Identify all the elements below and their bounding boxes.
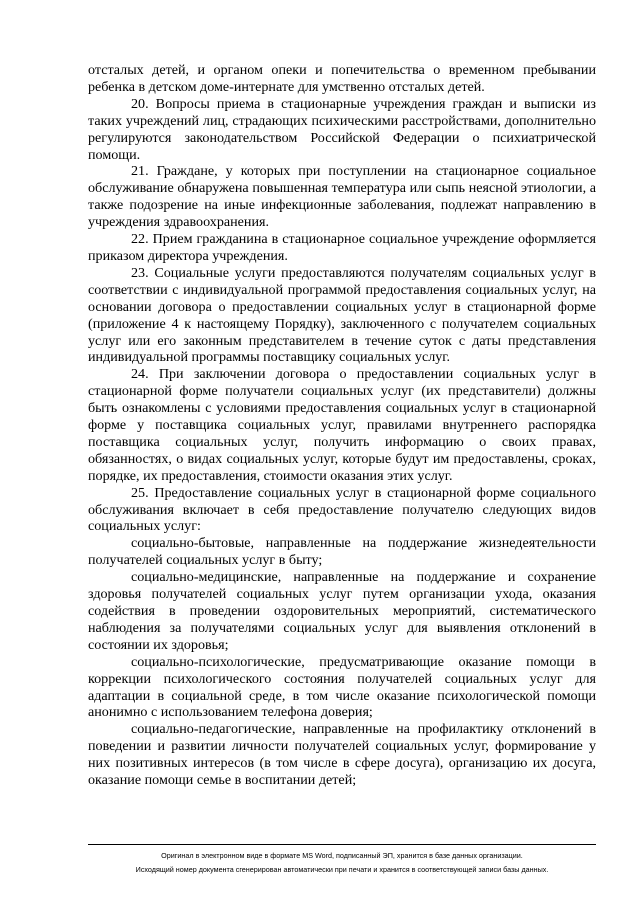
footer-divider (88, 844, 596, 845)
page-footer (88, 849, 596, 876)
paragraph-continuation: отсталых детей, и органом опеки и попечительства о временном пребывании ребенка в детском доме-интернате для умственно отсталых детей. (88, 62, 596, 95)
paragraph-24: 24. При заключении договора о предоставлении социальных услуг в стационарной форме получатели социальных услуг (их представители) должны быть ознакомлены с условиями предоставления социальных услуг в стационарной форме у поставщика социальных услуг, правилами внутреннего распорядка поставщика социальных услуг, получить информацию о своих правах, обязанностях, о видах социальных услуг, которые будут им предоставлены, сроках, порядке, их предоставления, стоимости оказания этих услуг. (88, 366, 596, 484)
footer-note-number: Исходящий номер документа сгенерирован автоматически при печати и хранится в соответствующей записи базы данных. (135, 864, 549, 874)
service-item-social-medical: социально-медицинские, направленные на поддержание и сохранение здоровья получателей социальных услуг путем организации ухода, оказания содействия в проведении оздоровительных мероприятий, систематического наблюдения за получателями социальных услуг для выявления отклонений в состоянии их здоровья; (88, 569, 596, 653)
paragraph-22: 22. Прием гражданина в стационарное социальное учреждение оформляется приказом директора учреждения. (88, 231, 596, 264)
service-item-social-household: социально-бытовые, направленные на поддержание жизнедеятельности получателей социальных услуг в быту; (88, 535, 596, 569)
service-item-social-psychological: социально-психологические, предусматривающие оказание помощи в коррекции психологического состояния получателей социальных услуг для адаптации в социальной среде, в том числе оказание психологической помощи анонимно с использованием телефона доверия; (88, 653, 596, 721)
footer-note-original: Оригинал в электронном виде в формате MS Word, подписанный ЭП, хранится в базе данных организации. (161, 851, 523, 860)
paragraph-23: 23. Социальные услуги предоставляются получателям социальных услуг в соответствии с индивидуальной программой предоставления социальных услуг, на основании договора о предоставлении социальных услуг в стационарной форме (приложение 4 к настоящему Порядку), заключенного с получателем социальных услуг или его законным представителем в течение суток с даты представления индивидуальной программы поставщику социальных услуг. (88, 264, 596, 366)
paragraph-25: 25. Предоставление социальных услуг в стационарной форме социального обслуживания включает в себя предоставление получателю следующих видов социальных услуг: (88, 484, 596, 535)
document-body (88, 62, 596, 789)
service-item-social-pedagogical: социально-педагогические, направленные на профилактику отклонений в поведении и развитии личности получателей социальных услуг, формирование у них позитивных интересов (в том числе в сфере досуга), организацию их досуга, оказание помощи семье в воспитании детей; (88, 721, 596, 789)
paragraph-20: 20. Вопросы приема в стационарные учреждения граждан и выписки из таких учреждений лиц, страдающих психическими расстройствами, дополнительно регулируются законодательством Российской Федерации о психиатрической помощи. (88, 95, 596, 163)
paragraph-21: 21. Граждане, у которых при поступлении на стационарное социальное обслуживание обнаружена повышенная температура или сыпь неясной этиологии, а также подозрение на иные инфекционные заболевания, подлежат направлению в учреждения здравоохранения. (88, 163, 596, 231)
